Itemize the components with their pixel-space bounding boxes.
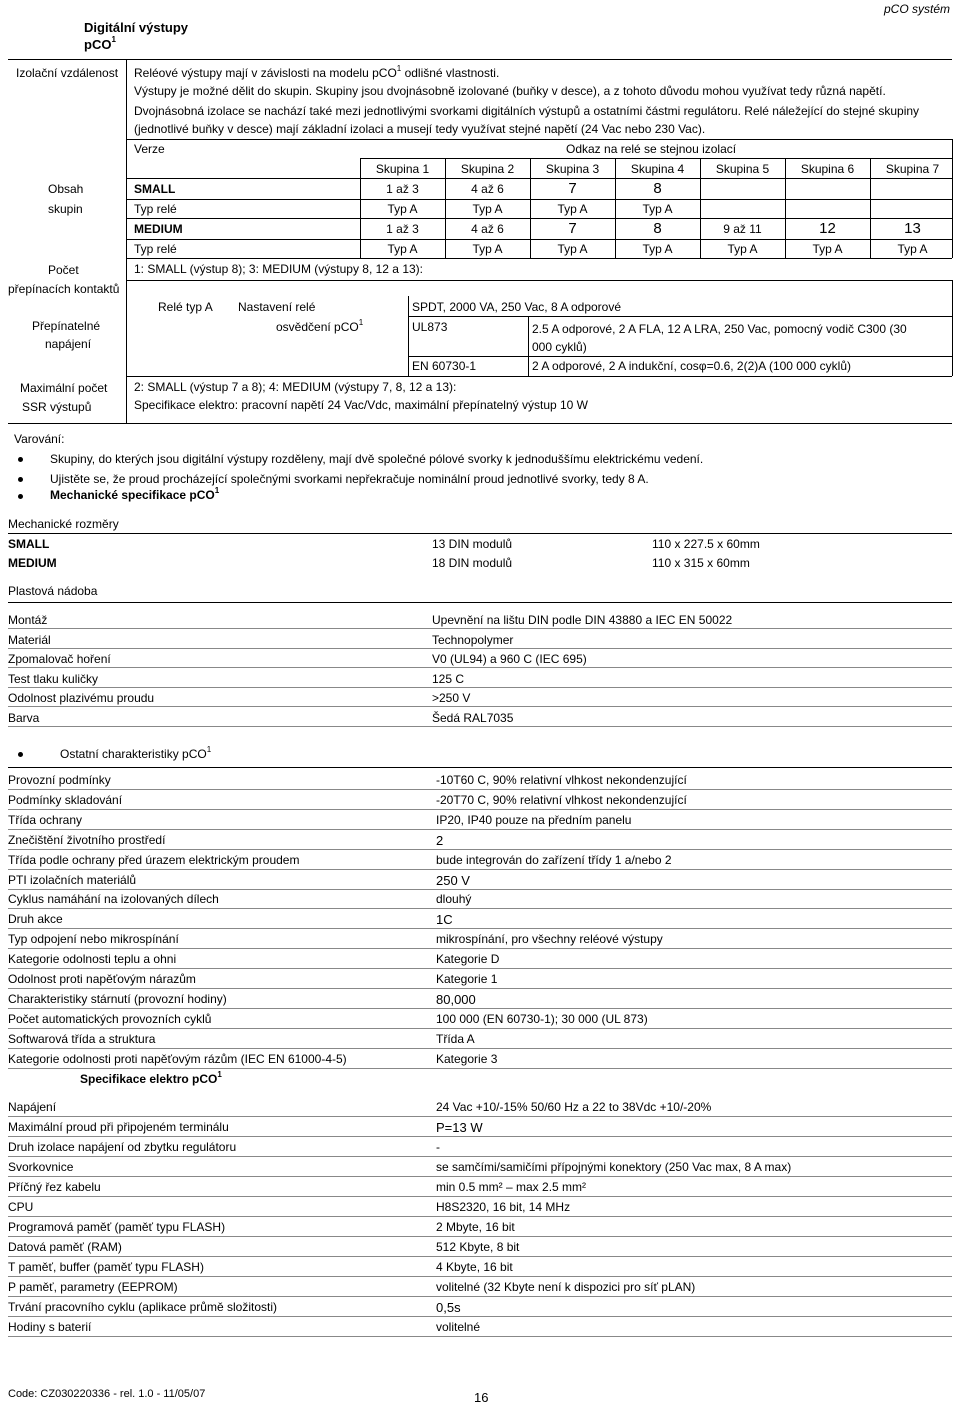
switch-count-line: 1: SMALL (výstup 8); 3: MEDIUM (výstupy 8, 12 a 13): (134, 262, 423, 276)
label-max-pocet: Maximální počet (20, 381, 108, 395)
other-row-value: bude integrován do zařízení třídy 1 a/nebo 2 (436, 852, 672, 867)
other-row-value: -20T70 C, 90% relativní vlhkost nekondenzující (436, 792, 687, 807)
ssr-line-1: 2: SMALL (výstup 7 a 8); 4: MEDIUM (výstupy 7, 8, 12 a 13): (134, 380, 457, 394)
elec-row-value: 24 Vac +10/-15% 50/60 Hz a 22 to 38Vdc +10/-20% (436, 1100, 712, 1114)
medium-typ-cell: Typ A (642, 242, 673, 256)
en-value: 2 A odporové, 2 A indukční, cosφ=0.6, 2(2)A (100 000 cyklů) (532, 359, 851, 373)
group-col-line (530, 158, 531, 258)
medium-typ-cell: Typ A (897, 242, 928, 256)
small-group-cell: 8 (653, 180, 662, 197)
group-header-7: Skupina 7 (885, 162, 940, 176)
medium-typ-cell: Typ A (727, 242, 758, 256)
mech-medium-modules: 18 DIN modulů (432, 556, 513, 570)
other-row-line (8, 1008, 952, 1009)
other-row-label: Počet automatických provozních cyklů (8, 1011, 212, 1026)
elec-row-line (8, 1316, 952, 1317)
mech-row-label: Barva (8, 710, 40, 725)
mech-row-label: Zpomalovač hoření (8, 652, 111, 666)
elec-row-value: volitelné (32 Kbyte není k dispozici pro síť pLAN) (436, 1280, 696, 1294)
elec-row-value: - (436, 1140, 440, 1154)
other-row-label: Softwarová třída a struktura (8, 1031, 156, 1046)
bullet-icon (18, 494, 23, 499)
mech-small-label: SMALL (8, 537, 50, 551)
other-row-line (8, 869, 952, 870)
elec-row-value: min 0.5 mm² – max 2.5 mm² (436, 1180, 587, 1194)
elec-row-label: CPU (8, 1200, 34, 1214)
elec-row-line (8, 1236, 952, 1237)
other-row-line (8, 928, 952, 929)
mech-rule (8, 533, 952, 534)
group-header-3: Skupina 3 (545, 162, 600, 176)
nastaveni-label: Nastavení relé (238, 300, 316, 314)
switch-rule-4 (126, 376, 952, 377)
bullet-icon (18, 457, 23, 462)
group-header-4: Skupina 4 (630, 162, 685, 176)
switch-col-line (408, 296, 409, 376)
group-col-line (445, 158, 446, 258)
elec-row-label: Svorkovnice (8, 1160, 74, 1174)
mech-row-label: Materiál (8, 632, 51, 647)
label-obsah: Obsah (48, 182, 84, 196)
small-typ-cell: Typ A (557, 202, 588, 216)
elec-row-value: 0,5s (436, 1300, 461, 1315)
small-typ-cell: Typ A (387, 202, 418, 216)
mech-row-value: >250 V (432, 691, 471, 705)
medium-group-cell: 7 (568, 220, 577, 237)
other-row-line (8, 1028, 952, 1029)
mech-row-value: 125 C (432, 671, 465, 686)
page-number: 16 (474, 1390, 489, 1405)
mech-row-value: Technopolymer (432, 632, 514, 647)
elec-title: Specifikace elektro pCO$^1$ (80, 1070, 222, 1086)
left-column-divider (126, 59, 127, 423)
other-row-line (8, 1068, 952, 1069)
mech-title: Mechanické rozměry (8, 517, 119, 531)
other-row-label: Charakteristiky stárnutí (provozní hodiny) (8, 991, 227, 1006)
verze-label: Verze (134, 142, 165, 156)
group-col-line (700, 158, 701, 258)
other-row-line (8, 908, 952, 909)
medium-typ-cell: Typ A (472, 242, 503, 256)
warning-bullet-2: Ujistěte se, že proud procházející společnými svorkami nepřekračuje nominální proud jednotlivé svorky, tedy 8 A. (50, 472, 649, 486)
intro-line-4: (jednotlivé buňky v desce) mají základní izolaci a musejí tedy využívat stejné napětí (24 Vac nebo 230 Vac). (134, 122, 706, 136)
elec-row-line (8, 1116, 952, 1117)
intro-line-3: Dvojnásobná izolace se nachází také mezi jednotlivými svorkami digitálních výstupů a ostatními částmi regulátoru. Relé náležející do stejné skupiny (134, 104, 920, 118)
other-row-value: Kategorie D (436, 952, 500, 967)
small-typ-cell: Typ A (642, 202, 673, 216)
group-col-line (952, 139, 953, 258)
other-row-value: 1C (436, 912, 453, 928)
elec-row-label: Hodiny s baterií (8, 1320, 92, 1334)
medium-group-cell: 12 (819, 220, 836, 237)
mech-row-line (8, 706, 952, 707)
other-row-label: Provozní podmínky (8, 773, 111, 787)
small-group-cell: 1 až 3 (386, 182, 419, 196)
switch-rule-1 (126, 280, 952, 281)
switch-rule-3 (408, 356, 952, 357)
other-row-label: PTI izolačních materiálů (8, 872, 137, 887)
mech-row-label: Montáž (8, 613, 48, 627)
mech-row-value: V0 (UL94) a 960 C (IEC 695) (432, 652, 587, 666)
other-row-line (8, 889, 952, 890)
medium-group-cell: 1 až 3 (386, 222, 419, 236)
mech-row-line (8, 687, 952, 688)
ul-value-1: 2.5 A odporové, 2 A FLA, 12 A LRA, 250 Vac, pomocný vodič C300 (30 (532, 322, 907, 336)
medium-row-label: MEDIUM (134, 222, 183, 236)
label-izolacni: Izolační vzdálenost (16, 66, 119, 80)
mech-row-line (8, 648, 952, 649)
small-typ-label: Typ relé (134, 202, 177, 216)
spdt-value: SPDT, 2000 VA, 250 Vac, 8 A odporové (412, 300, 622, 314)
group-header-2: Skupina 2 (460, 162, 515, 176)
label-napajeni: napájení (45, 337, 92, 351)
other-row-value: dlouhý (436, 892, 472, 907)
small-group-cell: 4 až 6 (471, 182, 504, 196)
mech-medium-dimensions: 110 x 315 x 60mm (652, 556, 750, 570)
group-header-5: Skupina 5 (715, 162, 770, 176)
elec-row-label: Napájení (8, 1100, 57, 1114)
medium-group-cell: 4 až 6 (471, 222, 504, 236)
mech-small-modules: 13 DIN modulů (432, 537, 513, 551)
medium-group-cell: 13 (904, 220, 921, 237)
elec-row-line (8, 1276, 952, 1277)
mech-row-line (8, 726, 952, 727)
medium-typ-label: Typ relé (134, 242, 177, 256)
elec-row-value: volitelné (436, 1320, 481, 1334)
header-rule (8, 59, 952, 60)
other-row-value: -10T60 C, 90% relativní vlhkost nekondenzující (436, 773, 687, 787)
group-col-line (870, 158, 871, 258)
intro-line-2: Výstupy je možné dělit do skupin. Skupiny jsou dvojnásobně izolované (buňky v desce), a z tohoto důvodu mohou využívat tedy různá napětí. (134, 84, 886, 98)
group-table-rule-2 (126, 178, 952, 179)
elec-row-line (8, 1256, 952, 1257)
other-row-value: IP20, IP40 pouze na předním panelu (436, 812, 632, 827)
other-row-value: Kategorie 1 (436, 972, 498, 986)
other-row-label: Třída ochrany (8, 812, 83, 827)
elec-row-label: Druh izolace napájení od zbytku regulátoru (8, 1140, 237, 1154)
elec-row-label: T paměť, buffer (paměť typu FLASH) (8, 1260, 204, 1274)
elec-row-label: Datová paměť (RAM) (8, 1240, 122, 1254)
rele-typ-label: Relé typ A (158, 300, 213, 314)
small-row-label: SMALL (134, 182, 176, 196)
elec-row-line (8, 1136, 952, 1137)
label-prepinacich: přepínacích kontaktů (8, 282, 120, 296)
elec-row-line (8, 1216, 952, 1217)
page-title-model: pCO$^1$ (84, 35, 116, 52)
switch-col-line (528, 316, 529, 376)
group-header-1: Skupina 1 (375, 162, 430, 176)
medium-group-cell: 8 (653, 220, 662, 237)
elec-row-label: Trvání pracovního cyklu (aplikace průmě složitosti) (8, 1300, 277, 1314)
other-row-label: Kategorie odolnosti teplu a ohni (8, 952, 177, 967)
other-row-line (8, 829, 952, 830)
mech-row-value: Upevnění na lištu DIN podle DIN 43880 a IEC EN 50022 (432, 613, 733, 627)
elec-row-value: 4 Kbyte, 16 bit (436, 1260, 513, 1274)
label-pocet: Počet (48, 263, 79, 277)
elec-row-line (8, 1196, 952, 1197)
small-group-cell: 7 (568, 180, 577, 197)
mech-row-label: Test tlaku kuličky (8, 671, 99, 686)
other-row-label: Podmínky skladování (8, 792, 123, 807)
brand-label: pCO systém (884, 2, 951, 16)
elec-row-line (8, 1336, 952, 1337)
osvedceni-label: osvědčení pCO$^1$ (276, 318, 364, 334)
other-row-label: Druh akce (8, 912, 63, 927)
elec-row-value: 2 Mbyte, 16 bit (436, 1220, 515, 1234)
other-row-label: Třída podle ochrany před úrazem elektrickým proudem (8, 852, 300, 867)
en-label: EN 60730-1 (412, 359, 477, 373)
group-header-6: Skupina 6 (800, 162, 855, 176)
other-row-line (8, 789, 952, 790)
medium-typ-cell: Typ A (812, 242, 843, 256)
elec-row-value: se samčími/samičími přípojnými konektory (250 Vac max, 8 A max) (436, 1160, 792, 1174)
footer-code: Code: CZ030220336 - rel. 1.0 - 11/05/07 (8, 1388, 206, 1400)
elec-row-value: H8S2320, 16 bit, 14 MHz (436, 1200, 571, 1214)
other-row-line (8, 849, 952, 850)
medium-typ-cell: Typ A (557, 242, 588, 256)
warning-title: Varování: (14, 432, 65, 446)
ul-label: UL873 (412, 320, 448, 334)
warning-bullet-1: Skupiny, do kterých jsou digitální výstupy rozděleny, mají dvě společné pólové svorky k jednoduššímu elektrickému vedení. (50, 452, 704, 466)
group-col-line (615, 158, 616, 258)
other-row-line (8, 988, 952, 989)
label-skupin: skupin (48, 202, 83, 216)
other-row-value: 2 (436, 832, 444, 848)
mech-medium-label: MEDIUM (8, 556, 57, 570)
elec-row-label: Příčný řez kabelu (8, 1180, 101, 1194)
other-row-line (8, 968, 952, 969)
ul-value-2: 000 cyklů) (532, 340, 587, 354)
page-title: Digitální výstupy (84, 20, 189, 35)
plast-rule (8, 602, 952, 603)
other-row-label: Kategorie odolnosti proti napěťovým rázům (IEC EN 61000-4-5) (8, 1051, 347, 1066)
bullet-icon (18, 752, 23, 757)
elec-row-label: Maximální proud při připojeném terminálu (8, 1120, 229, 1134)
mech-row-line (8, 667, 952, 668)
other-row-line (8, 1048, 952, 1049)
group-table-rule-1 (360, 158, 952, 159)
other-row-value: 250 V (436, 872, 470, 888)
other-row-label: Znečištění životního prostředí (8, 832, 166, 847)
other-row-line (8, 809, 952, 810)
label-ssr-vystupu: SSR výstupů (22, 400, 92, 414)
other-rule (8, 767, 952, 768)
group-table-rule-3 (126, 199, 952, 200)
elec-row-line (8, 1176, 952, 1177)
section-bottom-rule (8, 423, 952, 424)
elec-row-value: 512 Kbyte, 8 bit (436, 1240, 520, 1254)
elec-row-label: P paměť, parametry (EEPROM) (8, 1280, 178, 1294)
intro-line-1: Reléové výstupy mají v závislosti na modelu pCO$^1$ odlišné vlastnosti. (134, 64, 500, 80)
elec-row-line (8, 1156, 952, 1157)
other-title: Ostatní charakteristiky pCO$^1$ (60, 745, 212, 761)
elec-row-value: P=13 W (436, 1120, 483, 1135)
other-row-value: 100 000 (EN 60730-1); 30 000 (UL 873) (436, 1011, 648, 1026)
plast-title: Plastová nádoba (8, 584, 98, 598)
group-table-top (126, 139, 952, 140)
medium-group-cell: 9 až 11 (723, 222, 762, 236)
other-row-label: Odolnost proti napěťovým nárazům (8, 972, 196, 986)
elec-row-label: Programová paměť (paměť typu FLASH) (8, 1220, 226, 1234)
label-prepinatelne: Přepínatelné (32, 319, 101, 333)
group-col-line (785, 158, 786, 258)
medium-typ-cell: Typ A (387, 242, 418, 256)
other-row-value: Třída A (436, 1031, 475, 1046)
bullet-icon (18, 477, 23, 482)
elec-row-line (8, 1296, 952, 1297)
small-typ-cell: Typ A (472, 202, 503, 216)
other-row-label: Cyklus namáhání na izolovaných dílech (8, 892, 219, 907)
group-table-rule-4 (126, 218, 952, 219)
other-row-value: Kategorie 3 (436, 1051, 498, 1066)
group-table-rule-6 (126, 258, 952, 259)
mech-row-value: Šedá RAL7035 (432, 710, 514, 725)
other-row-value: 80,000 (436, 991, 476, 1007)
group-table-rule-5 (126, 239, 952, 240)
mech-small-dimensions: 110 x 227.5 x 60mm (652, 537, 760, 551)
other-row-line (8, 948, 952, 949)
other-row-label: Typ odpojení nebo mikrospínání (8, 932, 179, 947)
mech-row-line (8, 628, 952, 629)
switch-rule-2 (408, 316, 952, 317)
mech-row-label: Odolnost plazivému proudu (8, 691, 155, 705)
ssr-line-2: Specifikace elektro: pracovní napětí 24 Vac/Vdc, maximální přepínatelný výstup 10 W (134, 398, 589, 412)
odkaz-label: Odkaz na relé se stejnou izolací (566, 142, 737, 156)
switch-col-line (952, 280, 953, 376)
other-row-value: mikrospínání, pro všechny reléové výstupy (436, 932, 663, 947)
group-col-line (360, 158, 361, 258)
mech-spec-heading: Mechanické specifikace pCO$^1$ (50, 486, 220, 502)
